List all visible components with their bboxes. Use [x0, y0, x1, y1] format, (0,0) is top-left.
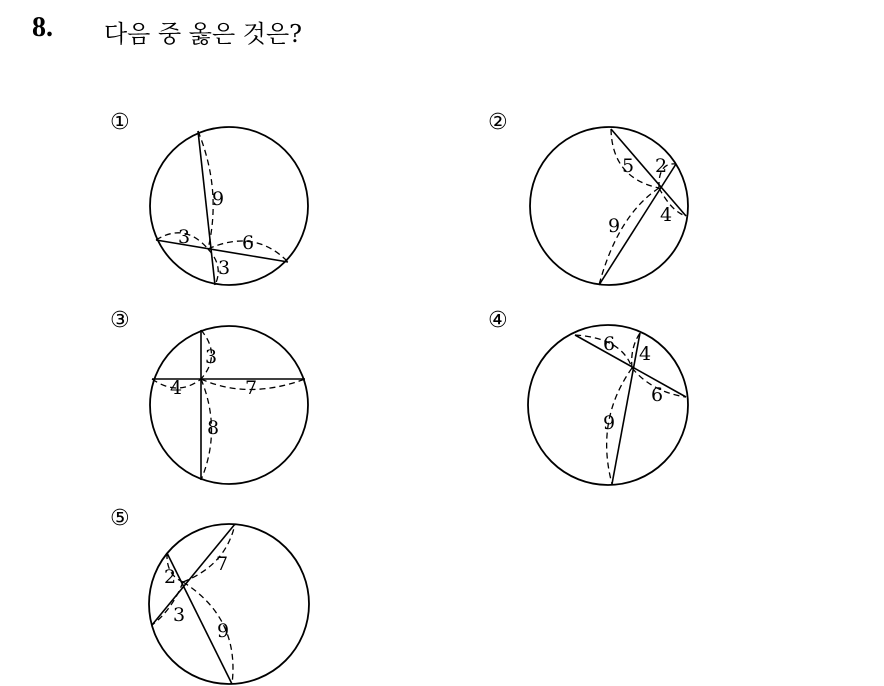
option-1-label-3-left: 3 [178, 226, 191, 248]
option-2-label-9: 9 [608, 215, 621, 237]
option-3-label-4: 4 [170, 377, 183, 399]
option-4-label-6-top: 6 [603, 333, 616, 355]
option-5-figure [149, 524, 309, 684]
option-4-label-6-right: 6 [651, 384, 664, 406]
option-4-chord-b [612, 333, 640, 484]
option-3-circle [150, 326, 308, 484]
option-5-label-2: 2 [164, 566, 177, 588]
option-3-marker[interactable]: ③ [110, 308, 130, 333]
option-5-label-3: 3 [173, 604, 186, 626]
option-2-label-5: 5 [622, 155, 635, 177]
option-4-marker[interactable]: ④ [488, 308, 508, 333]
option-4-label-9: 9 [603, 412, 616, 434]
option-1-label-3-bottom: 3 [218, 257, 231, 279]
option-4-label-4: 4 [639, 343, 652, 365]
option-2-label-2: 2 [655, 155, 668, 177]
question-text: 다음 중 옳은 것은? [104, 20, 303, 48]
option-5-label-7: 7 [216, 553, 229, 575]
option-4-figure [528, 325, 688, 485]
option-2-figure [530, 127, 688, 285]
option-1-label-6: 6 [242, 232, 255, 254]
option-1-label-9: 9 [212, 188, 225, 210]
option-3-label-3: 3 [205, 346, 218, 368]
option-2-marker[interactable]: ② [488, 110, 508, 135]
option-3-label-7: 7 [245, 377, 258, 399]
option-3-figure [150, 326, 308, 484]
option-3-label-8: 8 [207, 417, 220, 439]
option-5-marker[interactable]: ⑤ [110, 506, 130, 531]
option-5-label-9: 9 [217, 620, 230, 642]
option-1-figure [150, 127, 308, 285]
question-number: 8. [32, 12, 53, 43]
option-1-marker[interactable]: ① [110, 110, 130, 135]
option-2-label-4: 4 [660, 204, 673, 226]
